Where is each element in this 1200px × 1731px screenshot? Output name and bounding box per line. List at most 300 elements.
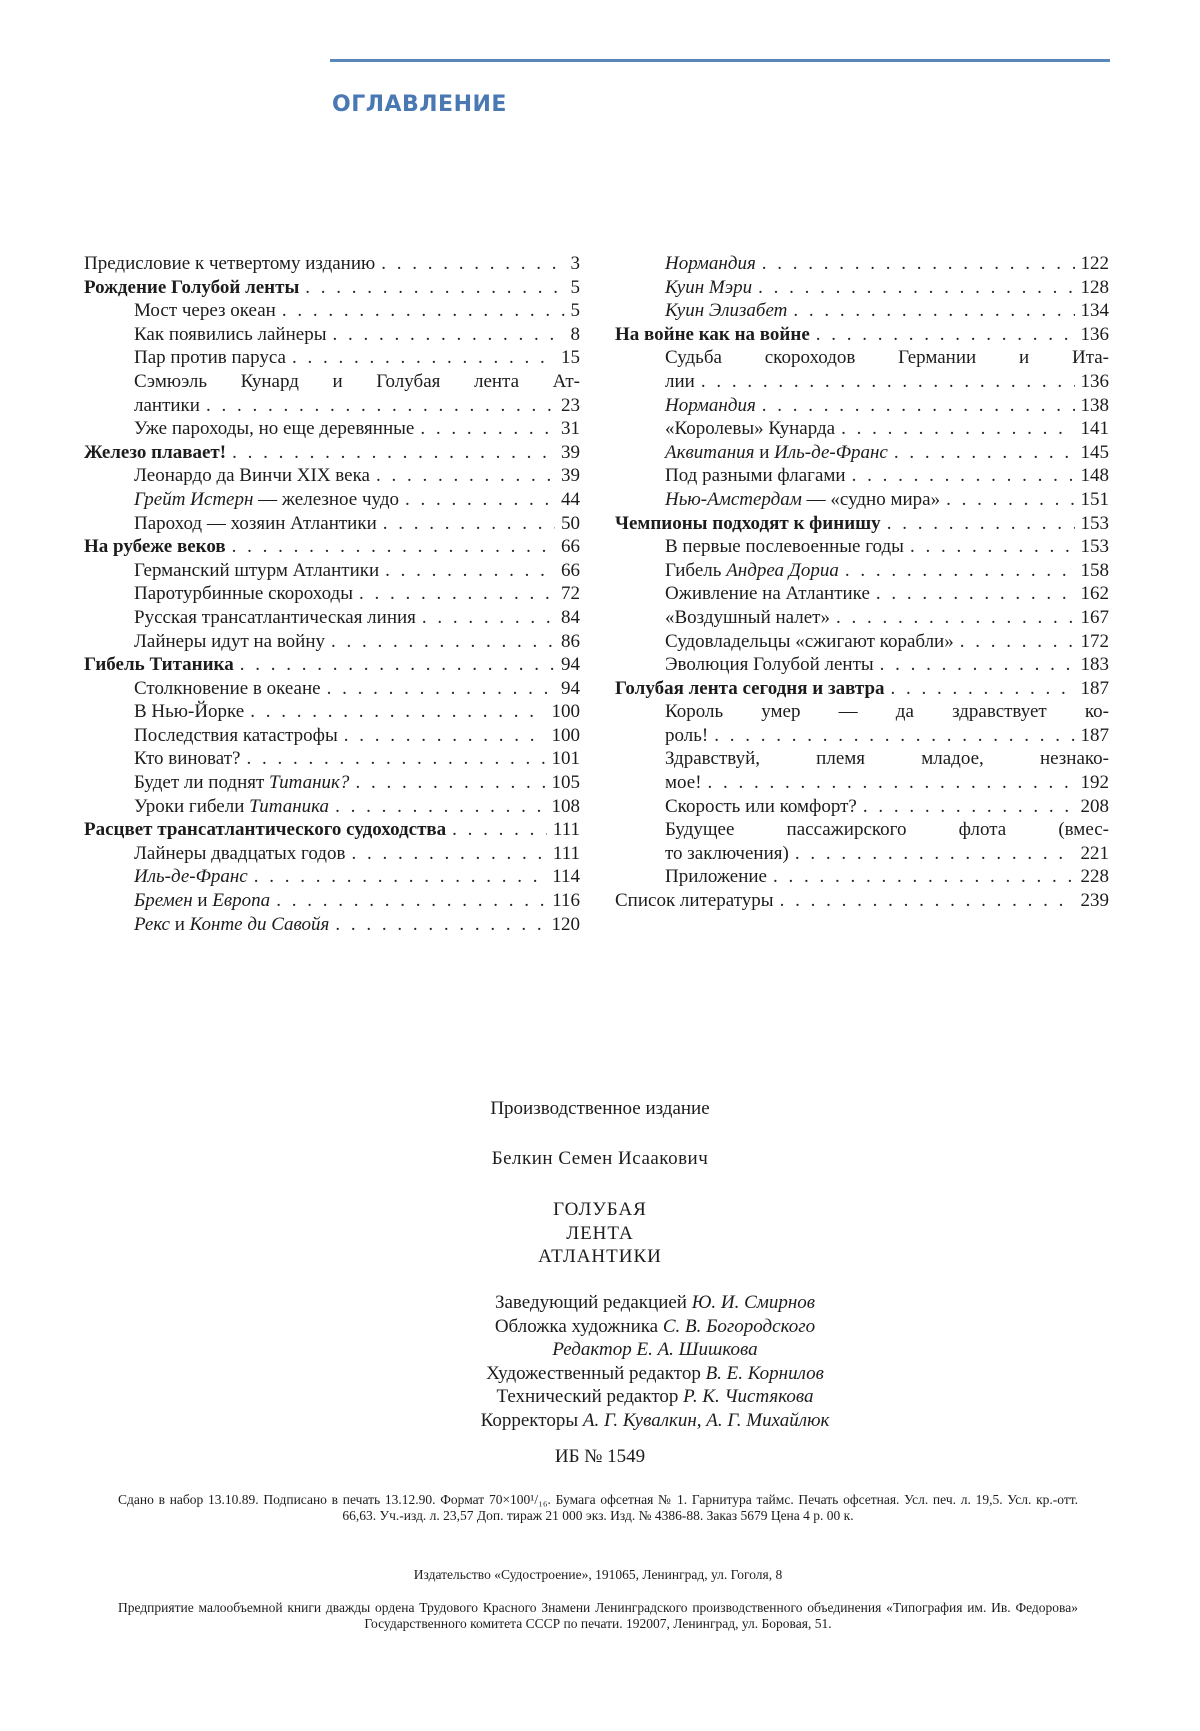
toc-entry-title [134, 889, 270, 913]
toc-title-text: Рождение Голубой ленты [84, 276, 300, 298]
toc-title-text: Предисловие к четвертому изданию [84, 253, 376, 274]
credit-line [330, 1291, 980, 1315]
toc-page-number: 94 [561, 654, 580, 676]
toc-entry-title [665, 724, 708, 748]
toc-entry-line [665, 700, 1109, 724]
toc-subentry[interactable] [615, 653, 1109, 677]
toc-entry-title [665, 276, 752, 300]
credit-line [330, 1385, 980, 1409]
toc-subentry[interactable] [615, 747, 1109, 794]
toc-entry-line [665, 276, 1109, 300]
credit-line [330, 1338, 980, 1362]
toc-subentry[interactable] [84, 488, 580, 512]
toc-entry-line [134, 417, 580, 441]
toc-page-number: 108 [551, 795, 580, 817]
toc-subentry[interactable] [84, 677, 580, 701]
toc-subentry[interactable] [84, 889, 580, 913]
credit-role: Заведующий редакцией [494, 1292, 692, 1313]
dot-leader [714, 724, 1074, 748]
toc-subentry[interactable] [615, 276, 1109, 300]
toc-subentry[interactable] [84, 724, 580, 748]
toc-section[interactable] [84, 276, 580, 300]
toc-page-number: 3 [570, 253, 580, 274]
toc-entry-line [665, 842, 1109, 866]
toc-page-number: 167 [1080, 606, 1109, 628]
toc-entry-title [84, 653, 234, 677]
toc-section[interactable] [84, 653, 580, 677]
credit-name: Р. К. Чистякова [683, 1386, 814, 1408]
toc-entry-title [665, 701, 1109, 722]
toc-page-number: 122 [1080, 253, 1109, 274]
dot-leader [305, 276, 564, 300]
toc-entry-line [134, 346, 580, 370]
credit-name: Ю. И. Смирнов [691, 1292, 816, 1313]
toc-entry-line [134, 323, 580, 347]
toc-entry-title [134, 771, 349, 795]
toc-page-number: 228 [1080, 866, 1109, 888]
toc-entry-line [134, 724, 580, 748]
toc-entry-title [134, 394, 200, 418]
toc-page-number: 134 [1080, 300, 1109, 322]
toc-page-number: 100 [551, 701, 580, 723]
print-details: Сдано в набор 13.10.89. Подписано в печать 13.12.90. Формат 70×100¹/₁₆. Бумага офсетная № 1. Гарнитура таймс. Печать офсетная. Усл. печ. л. 19,5. Усл. кр.-отт. 66,63. Уч.-изд. л. 23,57 Доп. тираж 21 000 экз. Изд. № 4386-88. Заказ 5679 Цена 4 р. 00 к. [118, 1492, 1078, 1523]
toc-page-number: 86 [561, 630, 580, 652]
toc-subentry[interactable] [84, 747, 580, 771]
credit-name: А. Г. Кувалкин, А. Г. Михайлюк [582, 1409, 830, 1431]
dot-leader [452, 818, 547, 842]
toc-title-text: Сэмюэль Кунард и Голубая лента Ат- [134, 370, 580, 392]
toc-page-number: 187 [1080, 724, 1109, 746]
toc-entry-title [134, 795, 329, 819]
toc-entry-title [134, 488, 399, 512]
toc-page-number: 183 [1080, 654, 1109, 676]
dot-leader [845, 559, 1075, 583]
toc-page-number: 111 [552, 842, 580, 864]
toc-right-column [615, 252, 1109, 913]
toc-title-text: Лайнеры двадцатых годов [134, 842, 346, 864]
toc-entry-line [134, 488, 580, 512]
book-title [0, 1198, 1200, 1269]
toc-section[interactable] [84, 441, 580, 465]
toc-subentry[interactable] [615, 394, 1109, 418]
toc-page-number: 66 [561, 536, 580, 558]
dot-leader [795, 842, 1075, 866]
toc-entry-line [134, 842, 580, 866]
toc-page-number: 94 [561, 677, 580, 699]
toc-entry-line [134, 913, 580, 937]
toc-page-number: 31 [561, 418, 580, 440]
toc-entry-title [134, 700, 244, 724]
toc-ship-name: Нью-Амстердам [665, 488, 802, 510]
toc-ship-name: Европа [212, 890, 271, 912]
toc-title-text: Скорость или комфорт? [665, 795, 857, 817]
toc-subentry[interactable] [615, 346, 1109, 393]
book-title-line: ГОЛУБАЯ [553, 1199, 647, 1220]
toc-title-text: Здравствуй, племя младое, незнако- [665, 748, 1109, 770]
toc-entry-line [665, 464, 1109, 488]
toc-subentry[interactable] [615, 795, 1109, 819]
toc-entry-line [134, 747, 580, 771]
toc-subentry[interactable] [615, 818, 1109, 865]
toc-subentry[interactable] [615, 535, 1109, 559]
dot-leader [762, 394, 1075, 418]
toc-entry-title [134, 346, 286, 370]
toc-subentry[interactable] [615, 559, 1109, 583]
toc-page-number: 105 [551, 772, 580, 794]
toc-entry-line [665, 606, 1109, 630]
toc-entry-title [665, 819, 1109, 840]
toc-entry-title [665, 488, 940, 512]
dot-leader [887, 512, 1075, 536]
toc-entry-title [84, 252, 375, 276]
toc-page-number: 15 [561, 347, 580, 369]
dot-leader [816, 323, 1075, 347]
toc-entry-line [665, 370, 1109, 394]
dot-leader [292, 346, 555, 370]
toc-title-text: Чемпионы подходят к финишу [615, 512, 881, 534]
credit-role: Корректоры [480, 1409, 583, 1431]
author-name: Белкин Семен Исаакович [491, 1148, 709, 1169]
dot-leader [381, 252, 564, 276]
toc-page-number: 145 [1080, 441, 1109, 463]
dot-leader [232, 535, 555, 559]
toc-subentry[interactable] [84, 700, 580, 724]
dot-leader [335, 913, 545, 937]
book-title-line: АТЛАНТИКИ [538, 1246, 662, 1267]
toc-entry-line [665, 818, 1109, 842]
toc-entry-line [665, 535, 1109, 559]
toc-subentry[interactable] [84, 464, 580, 488]
toc-left-column [84, 252, 580, 936]
toc-entry-line [665, 795, 1109, 819]
toc-entry-title [84, 535, 226, 559]
dot-leader [250, 700, 545, 724]
toc-title-text: Куин Элизабет [665, 300, 788, 322]
toc-title-text: Под разными флагами [665, 465, 846, 487]
toc-title-text: Расцвет трансатлантического судоходства [84, 819, 447, 841]
dot-leader [355, 771, 545, 795]
toc-title-text: Германский штурм Атлантики [134, 559, 380, 581]
dot-leader [960, 630, 1075, 654]
toc-entry-title [134, 913, 329, 937]
toc-subentry[interactable] [615, 582, 1109, 606]
dot-leader [351, 842, 546, 866]
toc-entry-title [665, 748, 1109, 769]
toc-title-text: Как появились лайнеры [134, 323, 327, 345]
toc-entry-line [665, 865, 1109, 889]
dot-leader [876, 582, 1075, 606]
credit-name: С. В. Богородского [662, 1315, 816, 1337]
toc-title-text: Нормандия [665, 394, 756, 416]
toc-entry-line [665, 724, 1109, 748]
dot-leader [232, 441, 555, 465]
toc-page-number: 153 [1080, 536, 1109, 558]
toc-entry-line [84, 653, 580, 677]
toc-entry-line [134, 677, 580, 701]
toc-page-number: 162 [1080, 583, 1109, 605]
toc-entry-title [665, 630, 954, 654]
toc-ship-name: Конте ди Савойя [189, 913, 330, 935]
toc-title-text: Голубая лента сегодня и завтра [615, 677, 885, 699]
toc-title-text: Куин Мэри [665, 276, 753, 298]
toc-ship-name: Грейт Истерн [134, 488, 254, 510]
toc-section[interactable] [615, 512, 1109, 536]
toc-title-text: Нормандия [665, 253, 756, 274]
credit-line [330, 1315, 980, 1339]
toc-page-number: 5 [570, 276, 580, 298]
toc-subentry[interactable] [84, 606, 580, 630]
dot-leader [383, 512, 555, 536]
toc-entry-line [134, 582, 580, 606]
page-heading: ОГЛАВЛЕНИЕ [332, 92, 507, 117]
toc-section[interactable] [615, 677, 1109, 701]
toc-title-text: Лайнеры идут на войну [134, 630, 326, 652]
dot-leader [762, 252, 1075, 276]
toc-entry-title [134, 417, 414, 441]
toc-page-number: 136 [1080, 370, 1109, 392]
toc-page-number: 111 [552, 819, 580, 841]
toc-entry-title [665, 394, 756, 418]
toc-entry-title [665, 299, 787, 323]
toc-title-text: роль! [665, 724, 709, 746]
toc-entry-line [134, 464, 580, 488]
toc-title-text: Король умер — да здравствует ко- [665, 701, 1109, 723]
toc-title-text: В Нью-Йорке [134, 701, 245, 723]
toc-page-number: 72 [561, 583, 580, 605]
toc-title-text: лии [665, 370, 695, 392]
toc-entry-line [615, 512, 1109, 536]
toc-subentry[interactable] [84, 771, 580, 795]
dot-leader [332, 323, 564, 347]
toc-subentry[interactable] [615, 488, 1109, 512]
toc-title-text: Кто виноват? [134, 748, 241, 770]
toc-title-text: Приложение [665, 866, 767, 888]
dot-leader [836, 606, 1075, 630]
toc-title-text: и [754, 441, 775, 463]
toc-subentry[interactable] [84, 370, 580, 417]
toc-entry-title [134, 630, 325, 654]
toc-entry-title [84, 818, 446, 842]
toc-subentry[interactable] [84, 299, 580, 323]
toc-subentry[interactable] [615, 606, 1109, 630]
toc-entry-title [665, 559, 839, 583]
toc-entry-title [84, 441, 226, 465]
toc-entry-line [665, 559, 1109, 583]
toc-title-text: Мост через океан [134, 300, 276, 322]
credit-name: В. Е. Корнилов [705, 1362, 824, 1384]
toc-title-text: На рубеже веков [84, 536, 226, 558]
dot-leader [344, 724, 546, 748]
toc-entry-line [665, 582, 1109, 606]
toc-page-number: 192 [1080, 772, 1109, 794]
toc-entry-line [134, 889, 580, 913]
toc-entry-line [134, 394, 580, 418]
toc-page-number: 50 [561, 512, 580, 534]
toc-section[interactable] [615, 323, 1109, 347]
toc-subentry[interactable] [615, 630, 1109, 654]
toc-entry-title [665, 842, 789, 866]
toc-section[interactable] [615, 889, 1109, 913]
toc-ship-name: Титаника [249, 795, 330, 817]
toc-page-number: 66 [561, 559, 580, 581]
toc-entry-title [134, 582, 353, 606]
dot-leader [701, 370, 1075, 394]
toc-subentry[interactable] [615, 441, 1109, 465]
toc-entry-title [615, 889, 774, 913]
dot-leader [335, 795, 545, 819]
toc-ship-name: Титаник? [269, 772, 350, 794]
toc-page-number: 120 [551, 913, 580, 935]
toc-title-text: Будущее пассажирского флота (вмес- [665, 819, 1109, 841]
toc-entry-title [134, 677, 321, 701]
toc-page-number: 84 [561, 606, 580, 628]
toc-entry-title [665, 535, 904, 559]
toc-title-text: «Королевы» Кунарда [665, 418, 836, 440]
toc-entry-title [665, 441, 888, 465]
dot-leader [758, 276, 1074, 300]
toc-subentry[interactable] [84, 842, 580, 866]
toc-page-number: 187 [1080, 677, 1109, 699]
toc-title-text: и [169, 913, 190, 935]
ib-number: ИБ № 1549 [554, 1446, 646, 1467]
toc-title-text: и [192, 890, 213, 912]
toc-page-number: 239 [1080, 890, 1109, 912]
toc-entry-line [134, 559, 580, 583]
toc-entry-line [665, 441, 1109, 465]
dot-leader [708, 771, 1075, 795]
toc-entry-title [134, 724, 338, 748]
toc-entry-line [665, 747, 1109, 771]
toc-subentry[interactable] [84, 512, 580, 536]
toc-title-text: «Воздушный налет» [665, 606, 830, 628]
toc-entry-line [615, 677, 1109, 701]
toc-entry-title [665, 252, 756, 276]
toc-entry-title [84, 276, 299, 300]
publisher-info: Издательство «Судостроение», 191065, Ленинград, ул. Гоголя, 8 [413, 1567, 783, 1582]
toc-entry-line [134, 606, 580, 630]
toc-entry-title [615, 512, 881, 536]
toc-page-number: 100 [551, 724, 580, 746]
toc-entry-line [615, 323, 1109, 347]
toc-subentry[interactable] [84, 582, 580, 606]
dot-leader [910, 535, 1075, 559]
toc-entry-title [665, 464, 846, 488]
credit-role: Технический редактор [496, 1386, 684, 1408]
top-rule [330, 59, 1110, 62]
toc-title-text: В первые послевоенные годы [665, 536, 904, 558]
dot-leader [863, 795, 1075, 819]
toc-subentry[interactable] [84, 417, 580, 441]
toc-subentry[interactable] [615, 700, 1109, 747]
toc-section[interactable] [84, 818, 580, 842]
toc-page-number: 221 [1080, 842, 1109, 864]
toc-title-text: Иль-де-Франс [134, 866, 248, 888]
toc-subentry[interactable] [615, 299, 1109, 323]
dot-leader [894, 441, 1075, 465]
toc-page-number: 158 [1080, 559, 1109, 581]
toc-title-text: Железо плавает! [84, 441, 227, 463]
toc-title-text: Гибель Титаника [84, 654, 234, 676]
dot-leader [841, 417, 1074, 441]
dot-leader [793, 299, 1074, 323]
dot-leader [405, 488, 555, 512]
toc-title-text: Судовладельцы «сжигают корабли» [665, 630, 954, 652]
toc-entry-title [134, 512, 377, 536]
toc-subentry[interactable] [84, 323, 580, 347]
dot-leader [385, 559, 555, 583]
toc-subentry[interactable] [84, 559, 580, 583]
toc-entry-line [665, 653, 1109, 677]
toc-title-text: Столкновение в океане [134, 677, 321, 699]
toc-entry-line [134, 630, 580, 654]
toc-entry-line [665, 299, 1109, 323]
toc-entry-title [615, 677, 885, 701]
toc-entry-title [134, 371, 580, 392]
toc-page-number: 153 [1080, 512, 1109, 534]
toc-entry-line [665, 488, 1109, 512]
toc-title-text: Гибель [665, 559, 727, 581]
toc-ship-name: Рекс [134, 913, 170, 935]
toc-title-text: — «судно мира» [801, 488, 941, 510]
toc-ship-name: Иль-де-Франс [774, 441, 888, 463]
toc-entry-line [134, 865, 580, 889]
toc-ship-name: Бремен [134, 890, 193, 912]
toc-entry-line [134, 299, 580, 323]
toc-subentry[interactable] [615, 417, 1109, 441]
toc-subentry[interactable] [84, 795, 580, 819]
toc-page-number: 101 [551, 748, 580, 770]
toc-subentry[interactable] [84, 865, 580, 889]
toc-entry-line [665, 252, 1109, 276]
toc-page-number: 39 [561, 465, 580, 487]
toc-entry-title [665, 582, 870, 606]
toc-subentry[interactable] [615, 252, 1109, 276]
toc-title-text: Уже пароходы, но еще деревянные [134, 418, 415, 440]
toc-title-text: мое! [665, 772, 702, 794]
toc-entry-title [615, 323, 810, 347]
toc-entry-line [84, 535, 580, 559]
dot-leader [780, 889, 1075, 913]
toc-subentry[interactable] [615, 865, 1109, 889]
toc-ship-name: Аквитания [665, 441, 755, 463]
toc-page-number: 114 [552, 866, 580, 888]
toc-entry-line [134, 771, 580, 795]
toc-section[interactable] [84, 535, 580, 559]
toc-subentry[interactable] [615, 464, 1109, 488]
toc-entry-title [665, 347, 1109, 368]
toc-title-text: Пар против паруса [134, 347, 286, 369]
toc-entry-line [84, 818, 580, 842]
toc-title-text: Последствия катастрофы [134, 724, 338, 746]
toc-entry-line [134, 370, 580, 394]
toc-entry-line [134, 512, 580, 536]
toc-entry-title [665, 771, 702, 795]
toc-entry-line [665, 346, 1109, 370]
toc-subentry[interactable] [84, 346, 580, 370]
credit-name: Редактор Е. А. Шишкова [552, 1339, 758, 1361]
toc-entry-title [134, 842, 345, 866]
toc-title-text: На войне как на войне [615, 323, 810, 345]
toc-page-number: 128 [1080, 276, 1109, 298]
edition-type: Производственное издание [490, 1098, 710, 1119]
toc-section[interactable] [84, 252, 580, 276]
dot-leader [276, 889, 546, 913]
toc-title-text: Список литературы [615, 890, 774, 912]
toc-subentry[interactable] [84, 630, 580, 654]
dot-leader [891, 677, 1075, 701]
credit-line [330, 1362, 980, 1386]
toc-subentry[interactable] [84, 913, 580, 937]
